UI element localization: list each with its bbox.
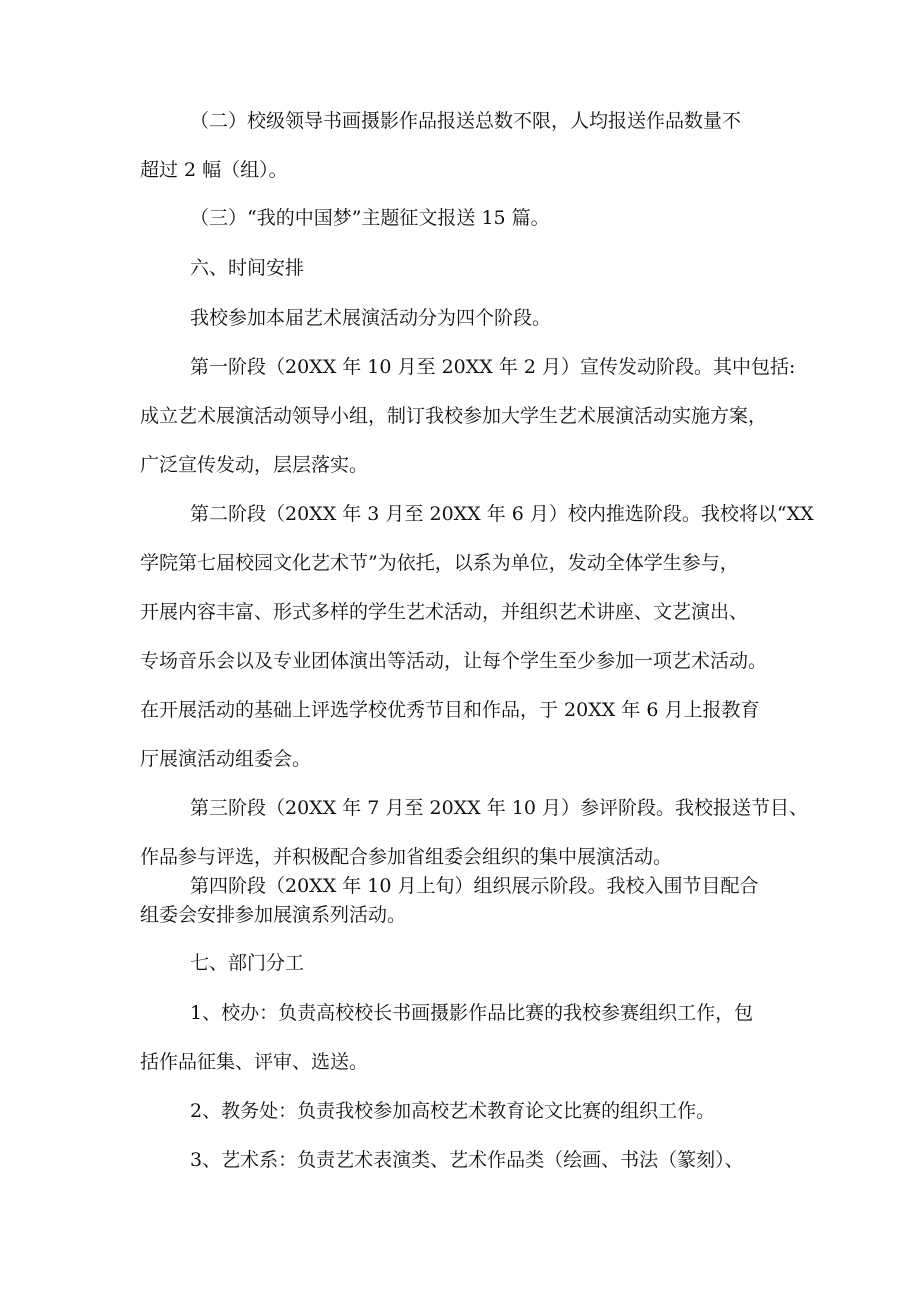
text-line: 在开展活动的基础上评选学校优秀节目和作品，于 20XX 年 6 月上报教育 [140, 699, 760, 721]
text-line: 开展内容丰富、形式多样的学生艺术活动，并组织艺术讲座、文艺演出、 [140, 601, 749, 623]
text-line: 广泛宣传发动，层层落实。 [140, 454, 369, 476]
text-line: 成立艺术展演活动领导小组，制订我校参加大学生艺术展演活动实施方案， [140, 405, 768, 427]
text-line: 第一阶段（20XX 年 10 月至 20XX 年 2 月）宣传发动阶段。其中包括: [190, 356, 796, 378]
text-line: 作品参与评选，并积极配合参加省组委会组织的集中展演活动。 [140, 846, 673, 868]
text-line: 1、校办：负责高校校长书画摄影作品比赛的我校参赛组织工作，包 [190, 1002, 754, 1024]
text-line: 第三阶段（20XX 年 7 月至 20XX 年 10 月）参评阶段。我校报送节目、 [190, 797, 809, 819]
section-heading: 六、时间安排 [190, 257, 305, 279]
text-line: 3、艺术系：负责艺术表演类、艺术作品类（绘画、书法（篆刻）、 [190, 1149, 744, 1171]
text-line: 第四阶段（20XX 年 10 月上旬）组织展示阶段。我校入围节目配合 [190, 875, 759, 897]
section-heading: 七、部门分工 [190, 952, 305, 974]
text-line: 组委会安排参加展演系列活动。 [140, 904, 407, 926]
text-line: 第二阶段（20XX 年 3 月至 20XX 年 6 月）校内推选阶段。我校将以“XX [190, 503, 814, 525]
text-line: 括作品征集、评审、选送。 [140, 1051, 369, 1073]
text-line: 超过 2 幅（组）。 [140, 159, 288, 181]
text-line: 厅展演活动组委会。 [140, 748, 312, 770]
text-line: 学院第七届校园文化艺术节”为依托，以系为单位，发动全体学生参与， [140, 552, 739, 574]
text-line: 专场音乐会以及专业团体演出等活动，让每个学生至少参加一项艺术活动。 [140, 650, 768, 672]
text-line: 2、教务处：负责我校参加高校艺术教育论文比赛的组织工作。 [190, 1100, 716, 1122]
text-line: （三）“我的中国梦”主题征文报送 15 篇。 [190, 207, 550, 229]
text-line: 我校参加本届艺术展演活动分为四个阶段。 [190, 307, 552, 329]
text-line: （二）校级领导书画摄影作品报送总数不限，人均报送作品数量不 [190, 110, 742, 132]
